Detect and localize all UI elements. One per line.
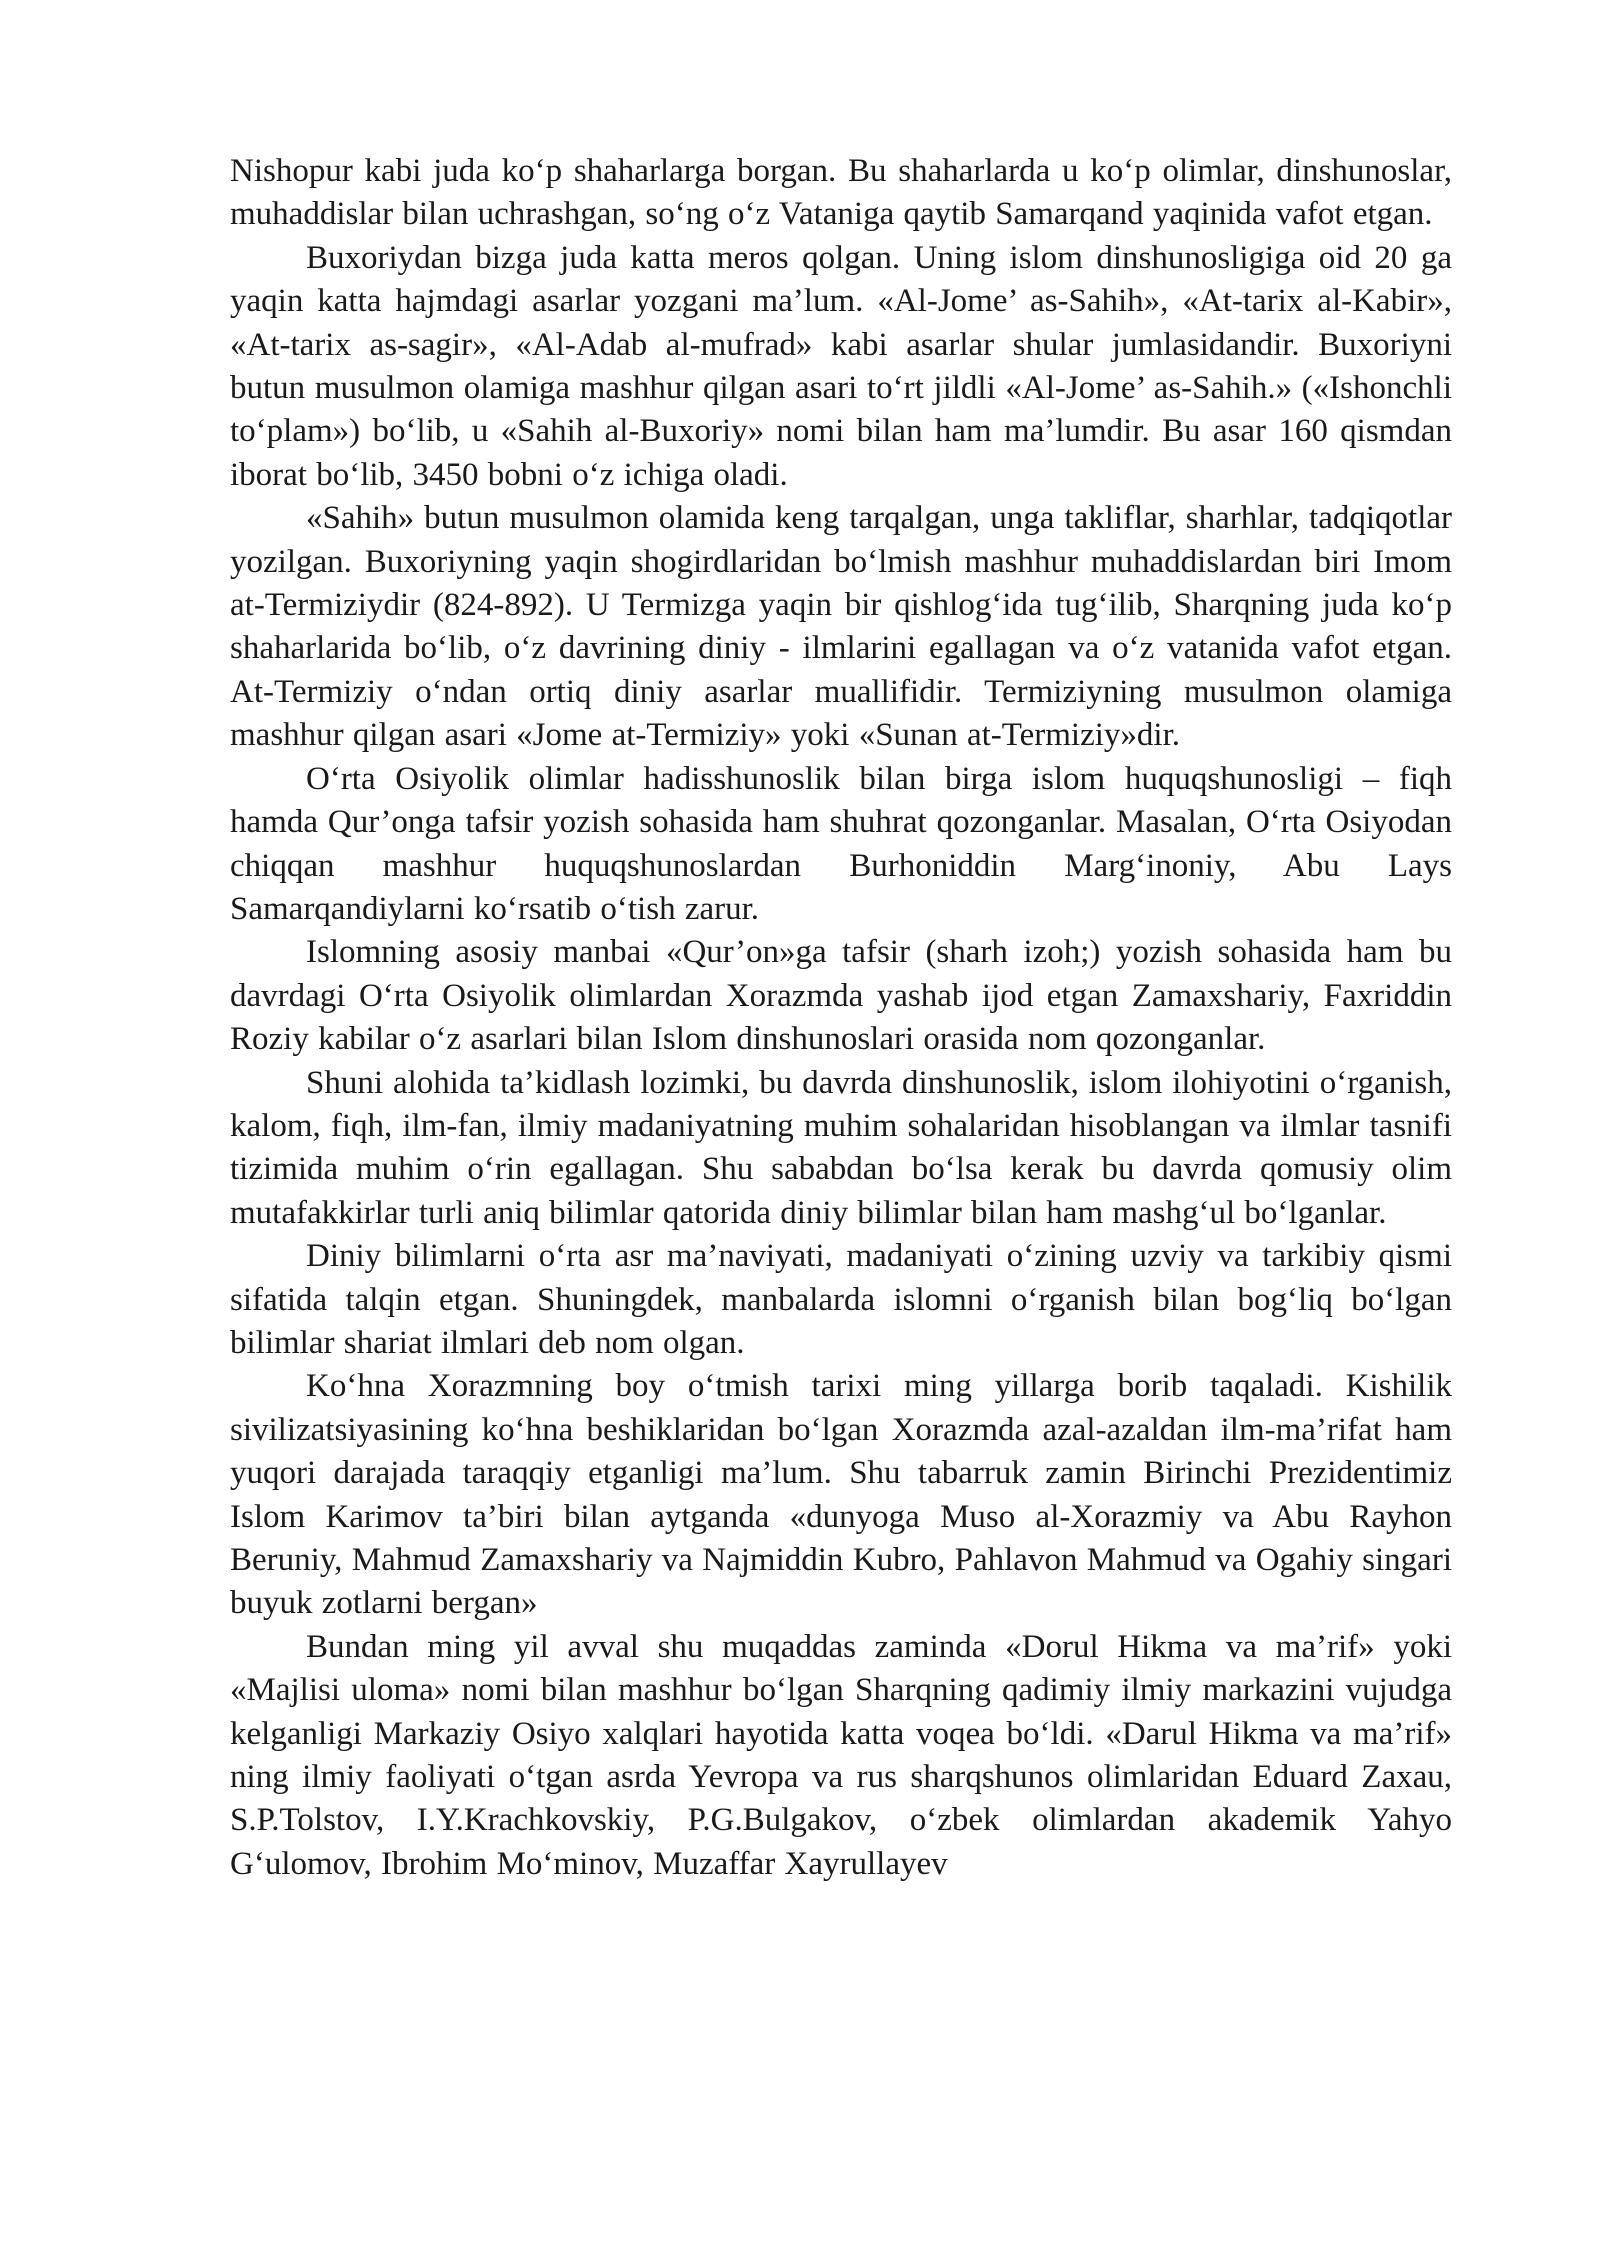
paragraph-dinshunoslik: Shuni alohida ta’kidlash lozimki, bu davrda dinshunoslik, islom ilohiyotini o‘rganish, kalom, fiqh, ilm-fan, ilmiy madaniyatning muhim sohalaridan hisoblangan va ilmlar tasnifi tizimida muhim o‘rin egallagan. Shu sababdan bo‘lsa kerak bu davrda qomusiy olim mutafakkirlar turli aniq bilimlar qatorida diniy bilimlar bilan ham mashg‘ul bo‘lganlar. [230, 1064, 1452, 1231]
paragraph-xorazm: Ko‘hna Xorazmning boy o‘tmish tarixi ming yillarga borib taqaladi. Kishilik sivilizatsiyasining ko‘hna beshiklaridan bo‘lgan Xorazmda azal-azaldan ilm-ma’rifat ham yuqori darajada taraqqiy etganligi ma’lum. Shu tabarruk zamin Birinchi Prezidentimiz Islom Karimov ta’biri bilan aytganda «dunyoga Muso al-Xorazmiy va Abu Rayhon Beruniy, Mahmud Zamaxshariy va Najmiddin Kubro, Pahlavon Mahmud va Ogahiy singari buyuk zotlarni bergan» [230, 1368, 1452, 1622]
document-page [230, 150, 1452, 1886]
paragraph-dorul-hikma: Bundan ming yil avval shu muqaddas zaminda «Dorul Hikma va ma’rif» yoki «Majlisi uloma» nomi bilan mashhur bo‘lgan Sharqning qadimiy ilmiy markazini vujudga kelganligi Markaziy Osiyo xalqlari hayotida katta voqea bo‘ldi. «Darul Hikma va ma’rif» ning ilmiy faoliyati o‘tgan asrda Yevropa va rus sharqshunos olimlaridan Eduard Zaxau, S.P.Tolstov, I.Y.Krachkovskiy, P.G.Bulgakov, o‘zbek olimlardan akademik Yahyo G‘ulomov, Ibrohim Mo‘minov, Muzaffar Xayrullayev [230, 1628, 1452, 1882]
paragraph-fiqh-tafsir: O‘rta Osiyolik olimlar hadisshunoslik bilan birga islom huquqshunosligi – fiqh hamda Qur’onga tafsir yozish sohasida ham shuhrat qozonganlar. Masalan, O‘rta Osiyodan chiqqan mashhur huquqshunoslardan Burhoniddin Marg‘inoniy, Abu Lays Samarqandiylarni ko‘rsatib o‘tish zarur. [230, 760, 1452, 927]
paragraph-continuation: Nishopur kabi juda ko‘p shaharlarga borgan. Bu shaharlarda u ko‘p olimlar, dinshunoslar, muhaddislar bilan uchrashgan, so‘ng o‘z Vataniga qaytib Samarqand yaqinida vafot etgan. [230, 153, 1452, 233]
paragraph-buxoriy-legacy: Buxoriydan bizga juda katta meros qolgan. Uning islom dinshunosligiga oid 20 ga yaqin katta hajmdagi asarlar yozgani ma’lum. «Al-Jome’ as-Sahih», «At-tarix al-Kabir», «At-tarix as-sagir», «Al-Adab al-mufrad» kabi asarlar shular jumlasidandir. Buxoriyni butun musulmon olamiga mashhur qilgan asari to‘rt jildli «Al-Jome’ as-Sahih.» («Ishonchli to‘plam») bo‘lib, u «Sahih al-Buxoriy» nomi bilan ham ma’lumdir. Bu asar 160 qismdan iborat bo‘lib, 3450 bobni o‘z ichiga oladi. [230, 239, 1452, 493]
paragraph-diniy-bilimlar: Diniy bilimlarni o‘rta asr ma’naviyati, madaniyati o‘zining uzviy va tarkibiy qismi sifatida talqin etgan. Shuningdek, manbalarda islomni o‘rganish bilan bog‘liq bo‘lgan bilimlar shariat ilmlari deb nom olgan. [230, 1238, 1452, 1361]
paragraph-sahih-termiziy: «Sahih» butun musulmon olamida keng tarqalgan, unga takliflar, sharhlar, tadqiqotlar yozilgan. Buxoriyning yaqin shogirdlaridan bo‘lmish mashhur muhaddislardan biri Imom at-Termiziydir (824-892). U Termizga yaqin bir qishlog‘ida tug‘ilib, Sharqning juda ko‘p shaharlarida bo‘lib, o‘z davrining diniy - ilmlarini egallagan va o‘z vatanida vafot etgan. At-Termiziy o‘ndan ortiq diniy asarlar muallifidir. Termiziyning musulmon olamiga mashhur qilgan asari «Jome at-Termiziy» yoki «Sunan at-Termiziy»dir. [230, 500, 1452, 754]
paragraph-quran-tafsir: Islomning asosiy manbai «Qur’on»ga tafsir (sharh izoh;) yozish sohasida ham bu davrdagi O‘rta Osiyolik olimlardan Xorazmda yashab ijod etgan Zamaxshariy, Faxriddin Roziy kabilar o‘z asarlari bilan Islom dinshunoslari orasida nom qozonganlar. [230, 934, 1452, 1058]
